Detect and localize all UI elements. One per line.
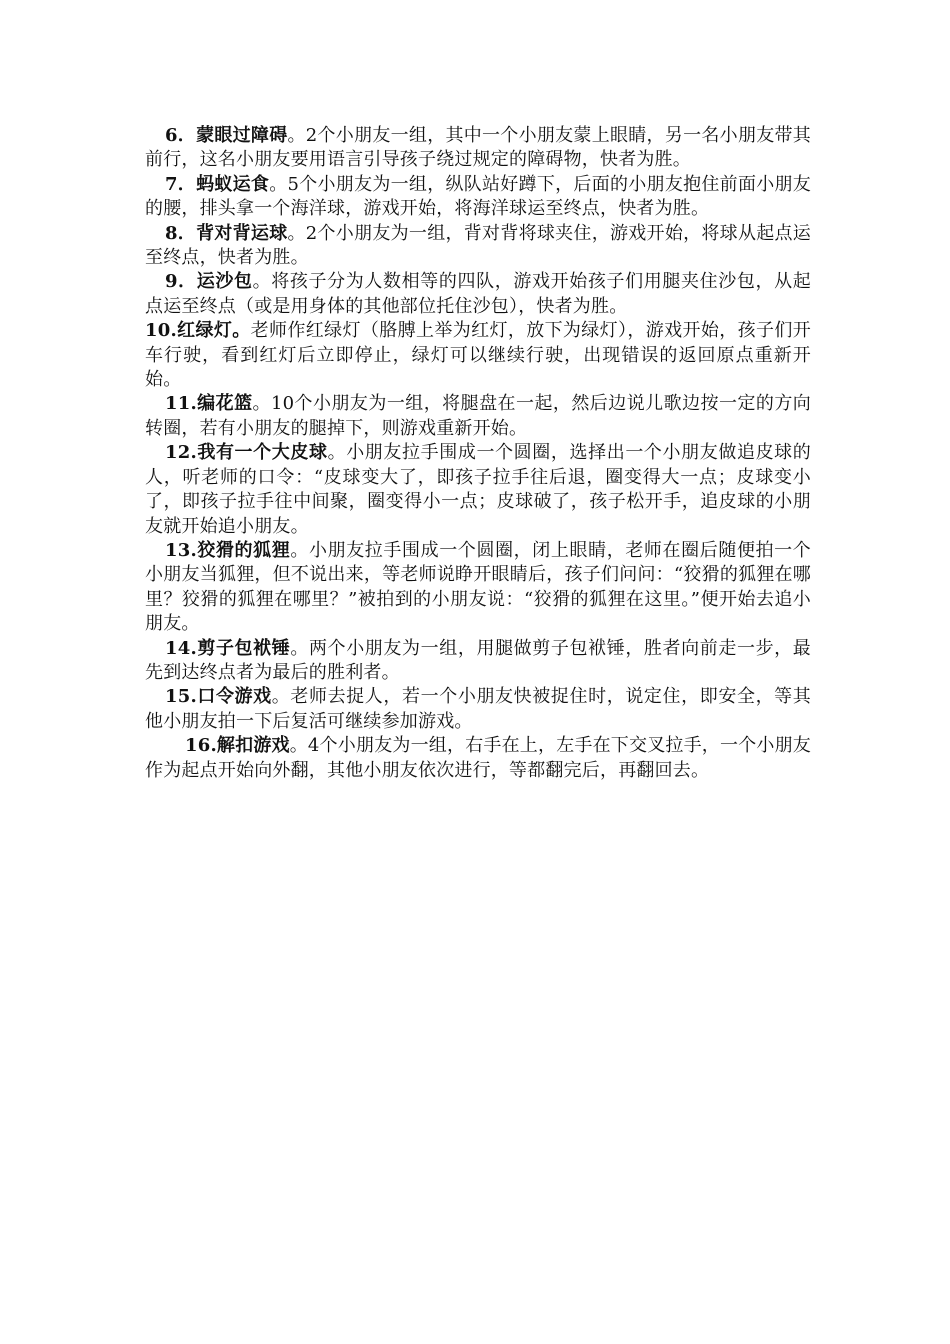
game-item-title: 蚂蚁运食: [196, 173, 270, 195]
game-item-title: 蒙眼过障碍: [196, 125, 288, 146]
game-item-12: [145, 441, 811, 539]
game-item-8: [145, 222, 811, 271]
game-item-body: 老师作红绿灯（胳膊上举为红灯，放下为绿灯），游戏开始，孩子们开车行驶，看到红灯后立即停止，绿灯可以继续行驶，出现错误的返回原点重新开始。: [145, 320, 811, 391]
game-item-title: 编花篮: [196, 393, 253, 415]
game-item-9: [145, 270, 811, 319]
game-item-title: 狡猾的狐狸: [196, 539, 291, 561]
game-item-body: 。两个小朋友为一组，用腿做剪子包袱锤，胜者向前走一步，最先到达终点者为最后的胜利者。: [145, 637, 811, 683]
game-item-title: 背对背运球: [196, 222, 288, 244]
game-item-14: [145, 637, 811, 686]
game-item-11: [145, 392, 811, 441]
game-item-body: 。小朋友拉手围成一个圆圈，选择出一个小朋友做追皮球的人，听老师的口令：“皮球变大了，即孩子拉手往后退，圈变得大一点；皮球变小了，即孩子拉手往中间聚，圈变得小一点；皮球破了，孩子松开手，追皮球的小朋友就开始追小朋友。: [145, 442, 811, 537]
game-item-body: 。将孩子分为人数相等的四队，游戏开始孩子们用腿夹住沙包，从起点运至终点（或是用身体的其他部位托住沙包），快者为胜。: [145, 271, 811, 317]
game-item-title: 剪子包袱锤: [196, 637, 291, 659]
game-item-number: 6．: [165, 125, 197, 146]
game-item-title: 口令游戏: [196, 686, 272, 708]
game-item-number: 13.: [165, 539, 197, 561]
game-item-number: 16.: [185, 735, 217, 757]
game-item-body: 。2个小朋友为一组，背对背将球夹住，游戏开始，将球从起点运至终点，快者为胜。: [145, 222, 811, 269]
game-item-number: 9．: [165, 271, 197, 293]
game-item-number: 10.: [145, 320, 177, 342]
game-item-13: [145, 539, 811, 637]
game-item-10: [145, 319, 811, 392]
game-item-body: 。小朋友拉手围成一个圆圈，闭上眼睛，老师在圈后随便拍一个小朋友当狐狸，但不说出来，等老师说睁开眼睛后，孩子们问问：“狡猾的狐狸在哪里？狡猾的狐狸在哪里？”被拍到的小朋友说：“狡猾的狐狸在这里。”便开始去追小朋友。: [145, 539, 811, 635]
game-item-6: [145, 124, 811, 173]
game-item-body: 。老师去捉人，若一个小朋友快被捉住时，说定住，即安全，等其他小朋友拍一下后复活可继续参加游戏。: [145, 686, 811, 732]
game-item-number: 12.: [165, 442, 197, 464]
game-item-body: 。2个小朋友一组，其中一个小朋友蒙上眼睛，另一名小朋友带其前行，这名小朋友要用语言引导孩子绕过规定的障碍物，快者为胜。: [145, 125, 811, 171]
game-item-16: [145, 734, 811, 783]
game-item-7: [145, 173, 811, 222]
game-item-number: 7．: [165, 173, 197, 195]
document-body: [145, 124, 811, 783]
game-item-number: 11.: [165, 393, 197, 415]
game-item-title: 解扣游戏: [216, 735, 290, 757]
game-item-number: 15.: [165, 686, 197, 708]
game-item-title: 运沙包: [196, 271, 253, 293]
game-item-number: 8．: [165, 222, 197, 244]
game-item-title: 我有一个大皮球: [196, 442, 328, 464]
game-item-15: [145, 685, 811, 734]
game-item-body: 。4个小朋友为一组，右手在上，左手在下交叉拉手，一个小朋友作为起点开始向外翻，其他小朋友依次进行，等都翻完后，再翻回去。: [145, 735, 811, 781]
game-item-title: 红绿灯。: [176, 320, 251, 342]
game-item-body: 。5个小朋友为一组，纵队站好蹲下，后面的小朋友抱住前面小朋友的腰，排头拿一个海洋球，游戏开始，将海洋球运至终点，快者为胜。: [145, 173, 811, 220]
game-item-body: 。10个小朋友为一组，将腿盘在一起，然后边说儿歌边按一定的方向转圈，若有小朋友的腿掉下，则游戏重新开始。: [145, 393, 811, 439]
game-item-number: 14.: [165, 637, 197, 659]
